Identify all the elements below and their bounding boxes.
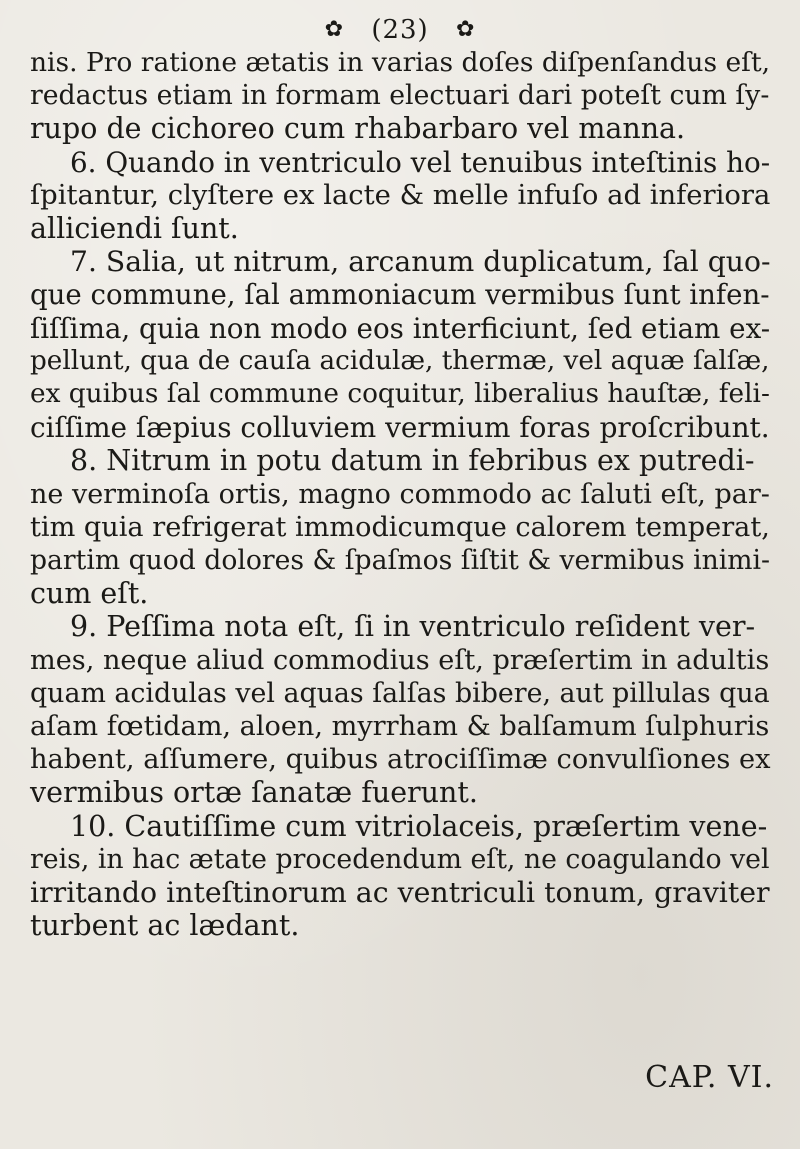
text-line: turbent ac lædant. bbox=[30, 909, 300, 943]
text-line: irritando inteſtinorum ac ventriculi tonum, graviter bbox=[30, 876, 770, 910]
text-line: ſiſſima, quia non modo eos interficiunt, ſed etiam ex- bbox=[30, 311, 771, 345]
text-line: cum eſt. bbox=[30, 577, 149, 611]
ornament-left-icon: ✿ bbox=[324, 17, 345, 42]
catchword: CAP. VI. bbox=[645, 1060, 774, 1095]
text-line: 6. Quando in ventriculo vel tenuibus inteſtinis ho- bbox=[70, 145, 771, 179]
page-number: (23) bbox=[371, 15, 429, 45]
text-line: pellunt, qua de cauſa acidulæ, thermæ, vel aquæ ſalſæ, bbox=[30, 345, 770, 376]
text-line: 8. Nitrum in potu datum in febribus ex putredi- bbox=[70, 444, 755, 478]
text-line: ex quibus ſal commune coquitur, liberalius hauſtæ, feli- bbox=[30, 379, 770, 410]
text-line: mes, neque aliud commodius eſt, præſertim in adultis bbox=[30, 644, 770, 676]
text-line: redactus etiam in formam electuari dari poteſt cum ſy- bbox=[30, 80, 770, 112]
text-line: tim quia refrigerat immodicumque calorem temperat, bbox=[30, 511, 770, 543]
page-header bbox=[0, 14, 800, 46]
text-line: nis. Pro ratione ætatis in varias doſes diſpenſandus eſt, bbox=[30, 47, 771, 78]
paragraph-block bbox=[30, 46, 770, 942]
text-line: quam acidulas vel aquas ſalſas bibere, aut pillulas qua bbox=[30, 677, 770, 709]
text-line: ciſſime ſæpius colluviem vermium foras proſcribunt. bbox=[30, 411, 770, 445]
text-line: habent, aſſumere, quibus atrociſſimæ convulſiones ex bbox=[30, 744, 771, 776]
text-line: 10. Cautiſſime cum vitriolaceis, præſertim vene- bbox=[70, 809, 768, 843]
text-line: que commune, ſal ammoniacum vermibus ſunt infen- bbox=[30, 278, 770, 312]
text-line: partim quod dolores & ſpaſmos ſiſtit & vermibus inimi- bbox=[30, 545, 771, 577]
text-line: reis, in hac ætate procedendum eſt, ne coagulando vel bbox=[30, 843, 770, 875]
text-line: ne verminoſa ortis, magno commodo ac ſaluti eſt, par- bbox=[30, 478, 770, 510]
text-line: aſam fœtidam, aloen, myrrham & balſamum ſulphuris bbox=[30, 711, 770, 743]
text-line: 7. Salia, ut nitrum, arcanum duplicatum, ſal quo- bbox=[70, 245, 771, 279]
text-line: alliciendi ſunt. bbox=[30, 212, 239, 246]
body-text bbox=[30, 46, 770, 942]
text-line: 9. Peſſima nota eſt, ſi in ventriculo reſident ver- bbox=[70, 610, 756, 644]
text-line: vermibus ortæ ſanatæ fuerunt. bbox=[30, 776, 478, 810]
ornament-right-icon: ✿ bbox=[455, 17, 476, 42]
text-line: rupo de cichoreo cum rhabarbaro vel manna. bbox=[30, 112, 686, 146]
text-line: ſpitantur, clyſtere ex lacte & melle infuſo ad inferiora bbox=[30, 179, 771, 211]
